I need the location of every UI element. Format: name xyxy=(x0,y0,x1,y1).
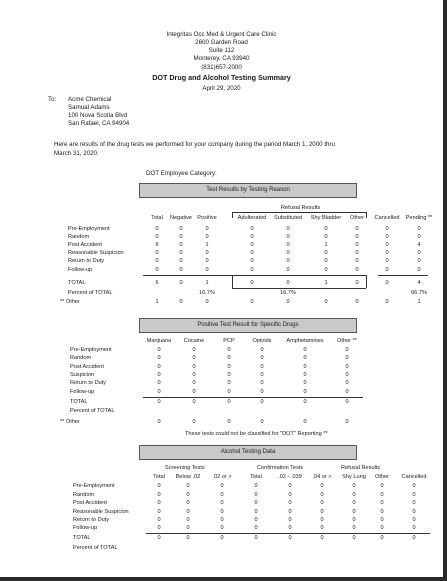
alcohol-cell: 0 xyxy=(220,509,224,515)
alcohol-percent-label: Percent of TOTAL xyxy=(73,545,118,551)
alcohol-cell: 0 xyxy=(412,483,416,489)
reasons-total-cell: 6 xyxy=(155,280,159,286)
drugs-total-rule xyxy=(143,397,363,398)
reasons-cell: 0 xyxy=(155,226,159,232)
drugs-total-cell: 0 xyxy=(227,399,231,405)
drugs-cell: 0 xyxy=(227,389,231,395)
reasons-cell: 0 xyxy=(155,234,159,240)
reasons-refusal-box-left xyxy=(232,275,233,288)
drugs-cell: 0 xyxy=(260,347,264,353)
alcohol-cell: 0 xyxy=(220,517,224,523)
alcohol-cell: 0 xyxy=(288,492,292,498)
reasons-cell: 0 xyxy=(179,267,183,273)
reasons-cell: 0 xyxy=(385,226,389,232)
drugs-total-cell: 0 xyxy=(303,399,307,405)
drugs-cell: 0 xyxy=(227,364,231,370)
reasons-cell: 0 xyxy=(286,242,290,248)
reasons-cell: 0 xyxy=(385,267,389,273)
alcohol-cell: 0 xyxy=(412,525,416,531)
reasons-col-header: Adulterated xyxy=(237,215,267,221)
reasons-col-header: Substituted xyxy=(274,215,302,221)
reasons-cell: 0 xyxy=(417,226,421,232)
alcohol-col-header: Total xyxy=(250,474,262,480)
drugs-other-label: ** Other xyxy=(60,419,80,425)
alcohol-cell: 0 xyxy=(380,525,384,531)
alcohol-row-label: Random xyxy=(73,492,95,498)
alcohol-cell: 0 xyxy=(254,483,258,489)
drugs-cell: 0 xyxy=(303,389,307,395)
reasons-total-rule-right xyxy=(378,275,428,276)
alcohol-col-header: Cancelled xyxy=(401,474,427,480)
reasons-cell: 0 xyxy=(155,258,159,264)
alcohol-cell: 0 xyxy=(352,500,356,506)
reasons-cell: 0 xyxy=(179,234,183,240)
reasons-cell: 0 xyxy=(250,226,254,232)
alcohol-row-label: Pre-Employment xyxy=(73,483,115,489)
alcohol-total-rule xyxy=(146,533,430,534)
reasons-cell: 0 xyxy=(286,234,290,240)
reasons-cell: 0 xyxy=(286,267,290,273)
reasons-cell: 0 xyxy=(355,250,359,256)
drugs-col-header: Cocaine xyxy=(183,338,205,344)
drugs-row-label: Follow-up xyxy=(70,389,95,395)
reasons-cell: 4 xyxy=(417,242,421,248)
drugs-cell: 0 xyxy=(260,389,264,395)
reasons-cell: 0 xyxy=(205,250,209,256)
reasons-cell: 0 xyxy=(324,234,328,240)
drugs-total-label: TOTAL xyxy=(70,399,88,405)
to-line: 100 Nova Scotia Blvd xyxy=(68,112,128,119)
alcohol-cell: 0 xyxy=(220,483,224,489)
reasons-cell: 0 xyxy=(385,242,389,248)
alcohol-total-label: TOTAL xyxy=(73,535,91,541)
reasons-row-label: Follow-up xyxy=(68,267,93,273)
reasons-cell: 6 xyxy=(155,242,159,248)
reasons-other-cell: 1 xyxy=(417,299,421,305)
alcohol-col-header: .04 or > xyxy=(312,474,332,480)
alcohol-cell: 0 xyxy=(320,509,324,515)
drugs-col-header: Amphetamines xyxy=(286,338,324,344)
drugs-other-cell: 0 xyxy=(157,419,161,425)
alcohol-cell: 0 xyxy=(352,517,356,523)
reasons-cell: 0 xyxy=(324,250,328,256)
reasons-cell: 0 xyxy=(355,226,359,232)
drugs-cell: 0 xyxy=(345,372,349,378)
alcohol-total-cell: 0 xyxy=(380,535,384,541)
clinic-city: Monterey, CA 93940 xyxy=(193,55,250,62)
alcohol-cell: 0 xyxy=(380,492,384,498)
reasons-cell: 0 xyxy=(286,226,290,232)
reasons-total-label: TOTAL xyxy=(68,280,86,286)
drugs-cell: 0 xyxy=(260,364,264,370)
reasons-cell: 0 xyxy=(417,258,421,264)
reasons-total-cell: 0 xyxy=(355,280,359,286)
drugs-col-header: Other ** xyxy=(337,338,357,344)
reasons-cell: 0 xyxy=(155,267,159,273)
alcohol-cell: 0 xyxy=(157,483,161,489)
alcohol-group-screening: Screening Tests xyxy=(165,465,205,471)
reasons-col-header: Other xyxy=(350,215,364,221)
to-label: To: xyxy=(48,96,57,103)
to-line: San Rafael, CA 94904 xyxy=(68,120,130,127)
reasons-cell: 0 xyxy=(250,258,254,264)
alcohol-cell: 0 xyxy=(352,525,356,531)
drugs-cell: 0 xyxy=(192,364,196,370)
alcohol-col-header: .02 - .039 xyxy=(278,474,302,480)
drugs-cell: 0 xyxy=(157,355,161,361)
alcohol-cell: 0 xyxy=(320,483,324,489)
drugs-total-cell: 0 xyxy=(192,399,196,405)
alcohol-cell: 0 xyxy=(380,483,384,489)
drugs-other-cell: 0 xyxy=(192,419,196,425)
alcohol-cell: 0 xyxy=(288,509,292,515)
alcohol-cell: 0 xyxy=(412,500,416,506)
report-date: April 29, 2020 xyxy=(202,85,241,92)
drugs-col-header: PCP xyxy=(223,338,235,344)
reasons-total-cell: 0 xyxy=(179,280,183,286)
reasons-cell: 0 xyxy=(324,267,328,273)
clinic-name: Integritas Occ Med & Urgent Care Clinic xyxy=(166,31,277,38)
reasons-total-cell: 0 xyxy=(286,280,290,286)
alcohol-cell: 0 xyxy=(186,525,190,531)
reasons-cell: 0 xyxy=(355,242,359,248)
reasons-refusal-box-bottom xyxy=(232,288,366,289)
alcohol-cell: 0 xyxy=(320,492,324,498)
reasons-row-label: Pre-Employment xyxy=(68,226,110,232)
reasons-cell: 0 xyxy=(250,234,254,240)
alcohol-total-cell: 0 xyxy=(157,535,161,541)
drugs-total-cell: 0 xyxy=(260,399,264,405)
drugs-cell: 0 xyxy=(345,380,349,386)
reasons-cell: 0 xyxy=(385,250,389,256)
alcohol-section-bar: Alcohol Testing Data xyxy=(139,445,357,460)
reasons-other-cell: 0 xyxy=(179,299,183,305)
alcohol-row-label: Post Accident xyxy=(73,500,107,506)
reasons-total-cell: 0 xyxy=(385,280,389,286)
reasons-cell: 0 xyxy=(286,250,290,256)
reasons-cell: 0 xyxy=(250,250,254,256)
alcohol-row-label: Reasonable Suspicion xyxy=(73,509,129,515)
clinic-address-line-1: 2600 Garden Road xyxy=(195,39,248,46)
reasons-total-cell: 1 xyxy=(205,280,209,286)
alcohol-total-cell: 0 xyxy=(220,535,224,541)
alcohol-total-cell: 0 xyxy=(186,535,190,541)
alcohol-cell: 0 xyxy=(220,492,224,498)
alcohol-cell: 0 xyxy=(288,483,292,489)
reasons-cell: 0 xyxy=(250,242,254,248)
reasons-cell: 0 xyxy=(205,258,209,264)
drugs-cell: 0 xyxy=(303,380,307,386)
unclassified-note: These tests could not be classified for "DOT" Reporting ** xyxy=(185,431,328,437)
reasons-other-cell: 1 xyxy=(155,299,159,305)
alcohol-cell: 0 xyxy=(254,500,258,506)
reasons-other-label: ** Other xyxy=(60,299,80,305)
reasons-cell: 0 xyxy=(179,258,183,264)
reasons-section-bar: Test Results by Testing Reason xyxy=(139,183,357,198)
drugs-row-label: Pre-Employment xyxy=(70,347,112,353)
reasons-col-header: Positive xyxy=(197,215,217,221)
refusal-bracket-top xyxy=(232,212,366,213)
alcohol-cell: 0 xyxy=(254,492,258,498)
to-line: Samual Adams xyxy=(68,104,110,111)
alcohol-cell: 0 xyxy=(380,517,384,523)
reasons-other-cell: 0 xyxy=(286,299,290,305)
alcohol-total-cell: 0 xyxy=(412,535,416,541)
alcohol-cell: 0 xyxy=(254,525,258,531)
alcohol-cell: 0 xyxy=(186,492,190,498)
reasons-refusal-box-top xyxy=(232,275,366,276)
alcohol-cell: 0 xyxy=(412,509,416,515)
drugs-cell: 0 xyxy=(192,389,196,395)
reasons-cell: 0 xyxy=(155,250,159,256)
reasons-col-header: Total xyxy=(151,215,163,221)
drugs-total-cell: 0 xyxy=(157,399,161,405)
reasons-percent-cell: 16.7% xyxy=(280,290,296,296)
alcohol-cell: 0 xyxy=(220,500,224,506)
alcohol-cell: 0 xyxy=(157,492,161,498)
to-line: Acme Chemical xyxy=(68,96,112,103)
drugs-cell: 0 xyxy=(192,355,196,361)
drugs-col-header: Marijuana xyxy=(146,338,172,344)
reasons-other-cell: 0 xyxy=(205,299,209,305)
alcohol-col-header: Total xyxy=(153,474,165,480)
reasons-cell: 0 xyxy=(286,258,290,264)
alcohol-cell: 0 xyxy=(352,483,356,489)
drugs-cell: 0 xyxy=(157,389,161,395)
report-title: DOT Drug and Alcohol Testing Summary xyxy=(152,73,291,82)
employee-category: DOT Employee Category: xyxy=(146,170,217,177)
reasons-cell: 0 xyxy=(355,234,359,240)
alcohol-cell: 0 xyxy=(186,509,190,515)
reasons-cell: 0 xyxy=(324,258,328,264)
reasons-col-header: Negative xyxy=(169,215,193,221)
drugs-cell: 0 xyxy=(345,364,349,370)
drugs-cell: 0 xyxy=(157,380,161,386)
reasons-cell: 0 xyxy=(205,267,209,273)
alcohol-col-header: Below .02 xyxy=(175,474,201,480)
alcohol-cell: 0 xyxy=(220,525,224,531)
drugs-row-label: Return to Duty xyxy=(70,380,107,386)
reasons-cell: 0 xyxy=(205,226,209,232)
alcohol-cell: 0 xyxy=(186,483,190,489)
alcohol-cell: 0 xyxy=(288,517,292,523)
drugs-row-label: Post Accident xyxy=(70,364,104,370)
alcohol-total-cell: 0 xyxy=(352,535,356,541)
drugs-cell: 0 xyxy=(227,355,231,361)
reasons-total-rule-left xyxy=(143,275,235,276)
alcohol-cell: 0 xyxy=(320,525,324,531)
reasons-percent-cell: 16.7% xyxy=(199,290,215,296)
drugs-cell: 0 xyxy=(192,372,196,378)
alcohol-cell: 0 xyxy=(320,517,324,523)
reasons-cell: 1 xyxy=(324,242,328,248)
alcohol-col-header: .02 or > xyxy=(212,474,232,480)
drugs-row-label: Random xyxy=(70,355,92,361)
alcohol-total-cell: 0 xyxy=(254,535,258,541)
reasons-total-cell: 4 xyxy=(417,280,421,286)
reasons-cell: 0 xyxy=(417,234,421,240)
alcohol-cell: 0 xyxy=(380,509,384,515)
drugs-cell: 0 xyxy=(157,372,161,378)
alcohol-cell: 0 xyxy=(320,500,324,506)
drugs-other-cell: 0 xyxy=(260,419,264,425)
drugs-cell: 0 xyxy=(192,380,196,386)
reasons-col-header: Cancelled xyxy=(374,215,400,221)
drugs-cell: 0 xyxy=(260,355,264,361)
drugs-cell: 0 xyxy=(157,364,161,370)
drugs-cell: 0 xyxy=(227,372,231,378)
alcohol-row-label: Follow-up xyxy=(73,525,98,531)
alcohol-col-header: Other xyxy=(375,474,389,480)
reasons-cell: 0 xyxy=(355,267,359,273)
drugs-cell: 0 xyxy=(303,364,307,370)
alcohol-total-cell: 0 xyxy=(288,535,292,541)
drugs-cell: 0 xyxy=(345,347,349,353)
alcohol-cell: 0 xyxy=(186,517,190,523)
intro-line-1: Here are results of the drug tests we performed for your company during the period March 1, 2000 thru xyxy=(54,141,335,148)
alcohol-total-cell: 0 xyxy=(320,535,324,541)
alcohol-cell: 0 xyxy=(380,500,384,506)
alcohol-cell: 0 xyxy=(412,517,416,523)
drugs-cell: 0 xyxy=(345,355,349,361)
drugs-other-cell: 0 xyxy=(227,419,231,425)
reasons-row-label: Random xyxy=(68,234,90,240)
drugs-cell: 0 xyxy=(260,372,264,378)
alcohol-cell: 0 xyxy=(157,500,161,506)
reasons-other-cell: 0 xyxy=(250,299,254,305)
drugs-cell: 0 xyxy=(303,355,307,361)
reasons-percent-cell: 66.7% xyxy=(411,290,427,296)
reasons-cell: 0 xyxy=(355,258,359,264)
reasons-other-cell: 0 xyxy=(385,299,389,305)
drugs-total-cell: 0 xyxy=(345,399,349,405)
refusal-results-header: Refusal Results xyxy=(281,205,321,211)
reasons-total-cell: 0 xyxy=(250,280,254,286)
drugs-cell: 0 xyxy=(303,372,307,378)
drugs-other-cell: 0 xyxy=(345,419,349,425)
alcohol-cell: 0 xyxy=(352,509,356,515)
drugs-cell: 0 xyxy=(260,380,264,386)
reasons-cell: 0 xyxy=(179,242,183,248)
alcohol-col-header: Shy Lung xyxy=(342,474,366,480)
reasons-cell: 0 xyxy=(179,250,183,256)
reasons-cell: 0 xyxy=(417,267,421,273)
drugs-percent-label: Percent of TOTAL xyxy=(70,408,115,414)
alcohol-group-confirmation: Confirmation Tests xyxy=(257,465,304,471)
reasons-percent-label: Percent of TOTAL xyxy=(68,290,113,296)
reasons-cell: 1 xyxy=(205,242,209,248)
alcohol-cell: 0 xyxy=(254,509,258,515)
alcohol-cell: 0 xyxy=(288,525,292,531)
reasons-row-label: Post Accident xyxy=(68,242,102,248)
drugs-cell: 0 xyxy=(345,389,349,395)
alcohol-cell: 0 xyxy=(254,517,258,523)
alcohol-cell: 0 xyxy=(157,525,161,531)
reasons-other-cell: 0 xyxy=(355,299,359,305)
reasons-row-label: Reasonable Suspicion xyxy=(68,250,124,256)
alcohol-row-label: Return to Duty xyxy=(73,517,110,523)
alcohol-group-refusal: Refusal Results xyxy=(341,465,381,471)
drugs-col-header: Opioids xyxy=(252,338,272,344)
drugs-cell: 0 xyxy=(303,347,307,353)
clinic-address-line-2: Suite 112 xyxy=(208,47,235,54)
drugs-cell: 0 xyxy=(227,347,231,353)
reasons-cell: 0 xyxy=(417,250,421,256)
alcohol-cell: 0 xyxy=(288,500,292,506)
reasons-cell: 0 xyxy=(385,234,389,240)
reasons-col-header: Pending ** xyxy=(405,215,433,221)
reasons-row-label: Return to Duty xyxy=(68,258,105,264)
reasons-cell: 0 xyxy=(385,258,389,264)
intro-line-2: March 31, 2020. xyxy=(54,150,99,157)
reasons-cell: 0 xyxy=(250,267,254,273)
alcohol-cell: 0 xyxy=(157,517,161,523)
reasons-total-cell: 1 xyxy=(324,280,328,286)
alcohol-cell: 0 xyxy=(157,509,161,515)
clinic-phone: (831)657-2000 xyxy=(201,64,242,71)
drugs-cell: 0 xyxy=(157,347,161,353)
drugs-other-cell: 0 xyxy=(303,419,307,425)
drugs-section-bar: Positive Test Result for Specific Drugs xyxy=(139,318,357,333)
reasons-col-header: Shy Bladder xyxy=(310,215,342,221)
reasons-cell: 0 xyxy=(205,234,209,240)
alcohol-cell: 0 xyxy=(352,492,356,498)
drugs-row-label: Suspicion xyxy=(70,372,95,378)
drugs-cell: 0 xyxy=(227,380,231,386)
alcohol-cell: 0 xyxy=(186,500,190,506)
reasons-cell: 0 xyxy=(324,226,328,232)
reasons-cell: 0 xyxy=(179,226,183,232)
drugs-cell: 0 xyxy=(192,347,196,353)
alcohol-cell: 0 xyxy=(412,492,416,498)
reasons-other-cell: 0 xyxy=(324,299,328,305)
